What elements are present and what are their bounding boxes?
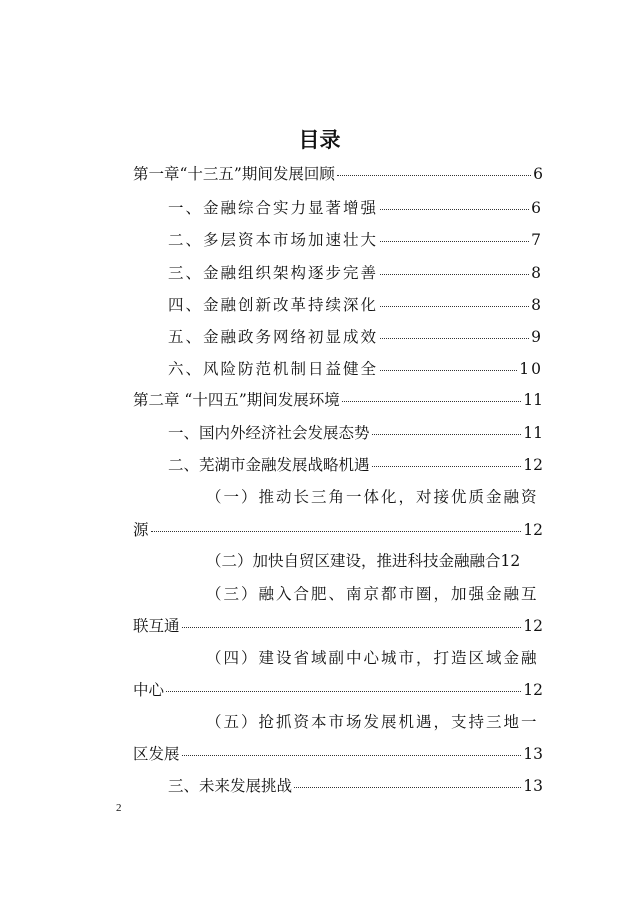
- toc-entry-2-3[interactable]: [168, 776, 543, 796]
- toc-entry-text: 第一章“十三五”期间发展回顾: [133, 165, 335, 183]
- toc-entry-2-2-1-cont[interactable]: [133, 520, 543, 540]
- toc-entry-page: 11: [523, 391, 543, 409]
- toc-entry-1-6[interactable]: [168, 359, 543, 379]
- toc-entry-2-2-4-text[interactable]: （四）建设省域副中心城市，打造区域金融: [206, 649, 539, 667]
- toc-entry-page: 11: [523, 424, 543, 442]
- toc-leader-dots: [151, 530, 522, 532]
- toc-title: 目录: [298, 128, 341, 152]
- toc-entry-text: 五、金融政务网络初显成效: [168, 328, 379, 346]
- toc-leader-dots: [337, 174, 531, 176]
- toc-entry-text: 源: [133, 521, 149, 539]
- toc-entry-2-2-2[interactable]: [206, 551, 543, 571]
- toc-entry-text: 第二章 “十四五”期间发展环境: [133, 391, 340, 409]
- toc-leader-dots: [380, 208, 529, 210]
- toc-leader-dots: [182, 626, 522, 628]
- toc-entry-text: 四、金融创新改革持续深化: [168, 296, 379, 314]
- toc-entry-text: 二、多层资本市场加速壮大: [168, 231, 379, 249]
- toc-entry-page: 12: [523, 456, 543, 474]
- toc-entry-2-2-5-cont[interactable]: [133, 744, 543, 764]
- toc-entry-text: 区发展: [133, 745, 180, 763]
- toc-entry-page: 8: [531, 296, 543, 314]
- toc-entry-text: 联互通: [133, 617, 180, 635]
- toc-entry-1-4[interactable]: [168, 295, 543, 315]
- toc-entry-text: 一、国内外经济社会发展态势: [168, 424, 370, 442]
- toc-entry-text: 中心: [133, 681, 165, 699]
- toc-entry-1-5[interactable]: [168, 327, 543, 347]
- toc-entry-page: 12: [523, 617, 543, 635]
- toc-entry-2-2-3-text[interactable]: （三）融入合肥、南京都市圈，加强金融互: [206, 585, 539, 603]
- footer-page-number: 2: [116, 802, 122, 814]
- toc-entry-page: 6: [533, 165, 543, 183]
- toc-entry-text: 一、金融综合实力显著增强: [168, 199, 379, 217]
- toc-entry-text: （二）加快自贸区建设，推进科技金融融合: [206, 552, 501, 570]
- toc-entry-text: 六、风险防范机制日益健全: [168, 360, 379, 378]
- toc-entry-page: 7: [531, 231, 543, 249]
- toc-leader-dots: [372, 465, 522, 467]
- toc-entry-page: 12: [523, 681, 543, 699]
- toc-leader-dots: [380, 240, 529, 242]
- toc-entry-chapter-2[interactable]: [133, 390, 543, 410]
- toc-leader-dots: [380, 305, 529, 307]
- toc-entry-2-2-4-cont[interactable]: [133, 680, 543, 700]
- toc-entry-1-2[interactable]: [168, 230, 543, 250]
- toc-entry-page: 9: [531, 328, 543, 346]
- toc-entry-2-2[interactable]: [168, 455, 543, 475]
- toc-leader-dots: [372, 433, 522, 435]
- toc-entry-text: 三、金融组织架构逐步完善: [168, 264, 379, 282]
- toc-entry-page: 6: [531, 199, 543, 217]
- toc-entry-2-1[interactable]: [168, 423, 543, 443]
- toc-entry-page: 13: [523, 745, 543, 763]
- toc-entry-text: 二、芜湖市金融发展战略机遇: [168, 456, 370, 474]
- toc-entry-1-3[interactable]: [168, 263, 543, 283]
- toc-entry-2-2-1-text[interactable]: （一）推动长三角一体化，对接优质金融资: [206, 488, 539, 506]
- toc-leader-dots: [166, 690, 521, 692]
- toc-entry-page: 12: [523, 521, 543, 539]
- toc-entry-chapter-1[interactable]: [133, 164, 543, 184]
- toc-entry-text: 三、未来发展挑战: [168, 777, 293, 795]
- toc-leader-dots: [294, 786, 521, 788]
- toc-entry-1-1[interactable]: [168, 198, 543, 218]
- toc-entry-page: 8: [531, 264, 543, 282]
- toc-leader-dots: [380, 337, 529, 339]
- toc-entry-2-2-3-cont[interactable]: [133, 616, 543, 636]
- toc-entry-page: 13: [523, 777, 543, 795]
- toc-leader-dots: [380, 273, 529, 275]
- toc-entry-page: 12: [500, 552, 521, 570]
- toc-leader-dots: [380, 369, 517, 371]
- toc-leader-dots: [182, 754, 522, 756]
- toc-entry-page: 10: [519, 360, 543, 378]
- toc-entry-2-2-5-text[interactable]: （五）抢抓资本市场发展机遇，支持三地一: [206, 713, 539, 731]
- toc-leader-dots: [342, 400, 521, 402]
